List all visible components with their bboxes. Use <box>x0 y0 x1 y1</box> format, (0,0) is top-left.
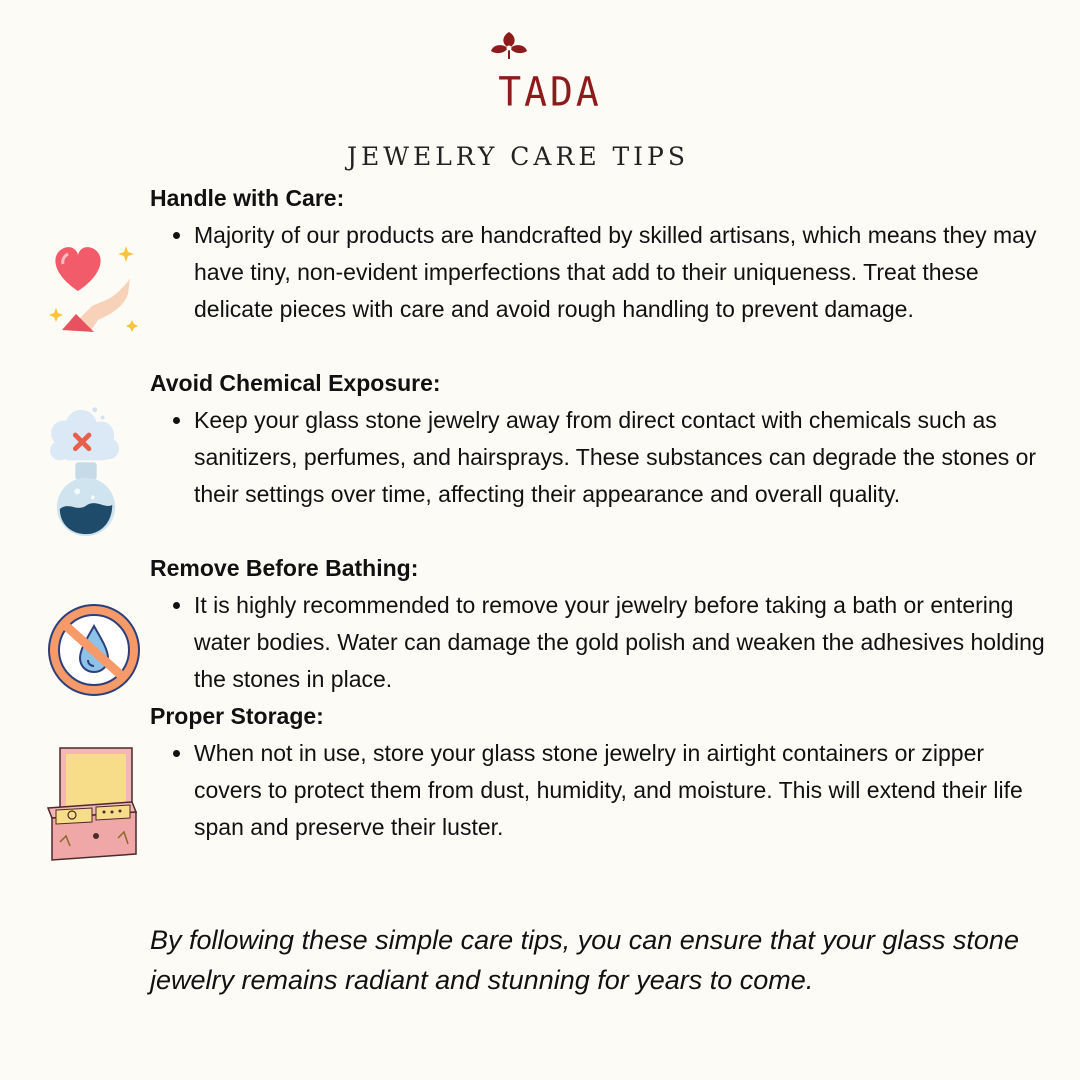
section-heading: Handle with Care: <box>150 185 345 211</box>
tip-list <box>150 402 1050 513</box>
section-heading: Avoid Chemical Exposure: <box>150 370 441 396</box>
no-water-icon <box>48 604 140 696</box>
jewelry-box-icon <box>40 742 140 862</box>
tip-text: • It is highly recommended to remove your jewelry before taking a bath or entering water bodies. Water can damage the gold polish and weaken the adhesives holding the stones in place. <box>194 587 1050 698</box>
logo-leaf-icon <box>489 28 529 62</box>
tip-text: • Majority of our products are handcrafted by skilled artisans, which means they may have tiny, non-evident imperfections that add to their uniqueness. Treat these delicate pieces with care and avoid rough handling to prevent damage. <box>194 217 1050 328</box>
heart-hand-icon <box>42 236 142 336</box>
section-remove-before-bathing <box>150 553 1050 698</box>
section-heading: Proper Storage: <box>150 703 324 729</box>
tip-list <box>150 587 1050 698</box>
tip-text: • Keep your glass stone jewelry away from direct contact with chemicals such as sanitizers, perfumes, and hairsprays. These substances can degrade the stones or their settings over time, affecting their appearance and overall quality. <box>194 402 1050 513</box>
section-heading: Remove Before Bathing: <box>150 555 419 581</box>
page-title: JEWELRY CARE TIPS <box>346 142 690 171</box>
tip-list <box>150 217 1050 328</box>
section-avoid-chemical-exposure <box>150 368 1050 513</box>
tip-list <box>150 735 1050 846</box>
tip-text: • When not in use, store your glass stone jewelry in airtight containers or zipper covers to protect them from dust, humidity, and moisture. This will extend their life span and preserve their luster. <box>194 735 1050 846</box>
chemical-flask-icon <box>48 404 126 540</box>
closing-note: By following these simple care tips, you can ensure that your glass stone jewelry remains radiant and stunning for years to come. <box>150 925 1019 995</box>
section-proper-storage <box>150 701 1050 846</box>
section-handle-with-care <box>150 183 1050 328</box>
brand-name: TADA <box>498 68 602 116</box>
